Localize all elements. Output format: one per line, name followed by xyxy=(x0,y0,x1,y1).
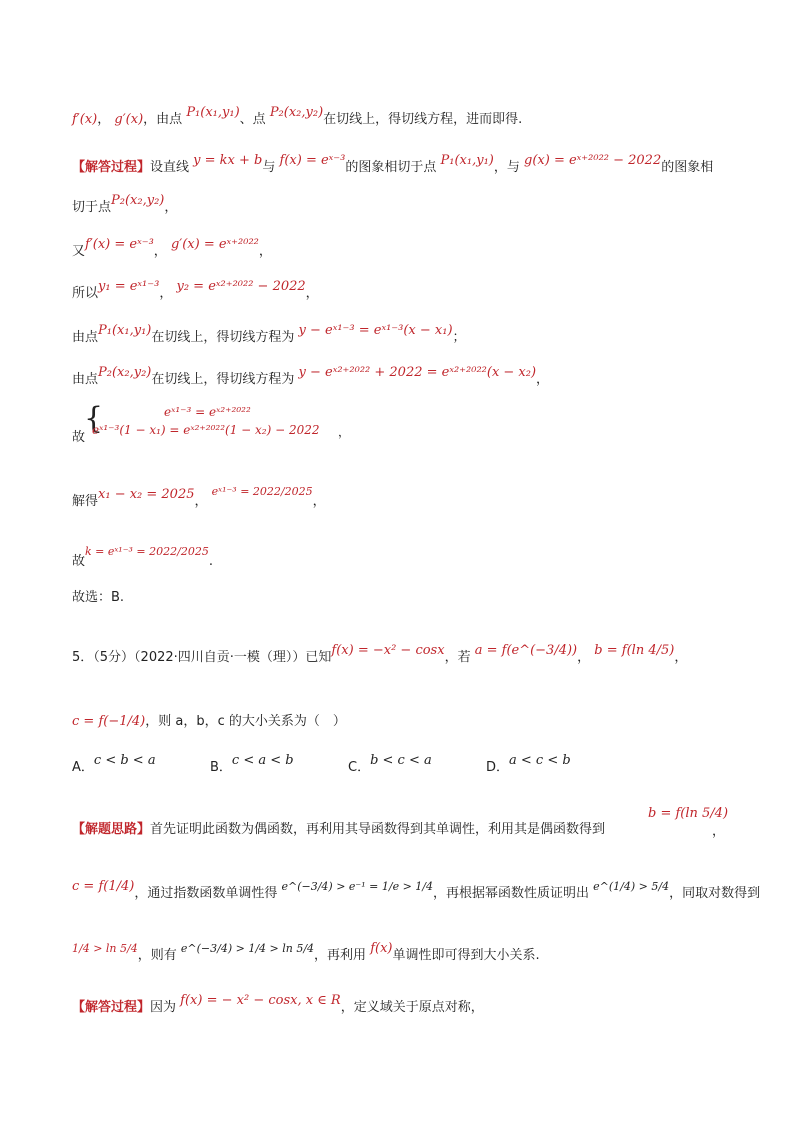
option-expr: b < c < a xyxy=(370,753,432,768)
math: k = eˣ¹⁻³ = 2022/2025 xyxy=(85,545,209,558)
math: f′(x) = eˣ⁻³ xyxy=(85,237,154,252)
text: ，再根据幂函数性质证明出 xyxy=(433,886,590,901)
text: 、点 xyxy=(239,112,266,127)
math: P₁(x₁,y₁) xyxy=(98,323,152,338)
text-line xyxy=(72,712,346,732)
text: 在切线上，得切线方程，进而即得. xyxy=(323,112,523,127)
text-line xyxy=(72,993,484,1018)
text: 因为 xyxy=(150,1000,177,1015)
math: c = f(−1/4) xyxy=(72,714,146,729)
text: 解得 xyxy=(72,494,99,509)
equation-row: eˣ¹⁻³ = eˣ²⁺²⁰²² xyxy=(164,405,251,419)
text-line xyxy=(72,105,523,130)
question-text: 5．（5分）（2022·四川自贡·一模（理））已知 xyxy=(72,650,332,665)
text: 的图象相 xyxy=(661,160,714,175)
text: 单调性即可得到大小关系. xyxy=(392,948,540,963)
text: ，由点 xyxy=(143,112,183,127)
text-line xyxy=(72,941,540,966)
text-line xyxy=(72,237,272,262)
brace-symbol: { xyxy=(84,401,104,436)
math: 1/4 > ln 5/4 xyxy=(72,942,138,955)
text: ，则有 xyxy=(137,948,177,963)
text: ，同取对数得到 xyxy=(669,886,761,901)
math: g′(x) = eˣ⁺²⁰²² xyxy=(170,237,259,252)
text: ，定义域关于原点对称， xyxy=(340,1000,484,1015)
text: ， xyxy=(159,286,173,301)
math: f(x) = eˣ⁻³ xyxy=(279,153,346,168)
math: e^(1/4) > 5/4 xyxy=(593,880,670,893)
math: y − eˣ²⁺²⁰²² + 2022 = eˣ²⁺²⁰²²(x − x₂) xyxy=(298,365,537,380)
text: 的图象相切于点 xyxy=(345,160,437,175)
math: c = f(1/4) xyxy=(72,879,135,894)
math: y₁ = eˣ¹⁻³ xyxy=(98,279,160,294)
math: P₂(x₂,y₂) xyxy=(269,105,324,120)
text: 所以 xyxy=(72,286,99,301)
text: 在切线上，得切线方程为 xyxy=(151,330,295,345)
math: f′(x) xyxy=(72,112,98,127)
math: P₂(x₂,y₂) xyxy=(111,193,165,208)
text: ， xyxy=(305,286,319,301)
text: 设直线 xyxy=(150,160,190,175)
math: a = f(e^(−3/4)) xyxy=(474,643,578,658)
math: y = kx + b xyxy=(193,153,263,168)
math: g′(x) xyxy=(114,112,144,127)
text: ，通过指数函数单调性得 xyxy=(134,886,278,901)
math: b = f(ln 4/5) xyxy=(594,643,675,658)
text-line xyxy=(72,545,213,572)
option-letter: D． xyxy=(486,760,510,775)
option-expr: a < c < b xyxy=(509,753,571,768)
text-line xyxy=(72,365,550,390)
text: 故 xyxy=(72,430,86,445)
text: 首先证明此函数为偶函数，再利用其导函数得到其单调性，利用其是偶函数得到 xyxy=(150,822,606,837)
option-expr: c < a < b xyxy=(231,753,294,768)
text: ， xyxy=(338,425,351,439)
text: ， xyxy=(194,494,208,509)
math: eˣ¹⁻³ = 2022/2025 xyxy=(211,485,313,498)
math: y − eˣ¹⁻³ = eˣ¹⁻³(x − x₁) xyxy=(298,323,453,338)
text-line xyxy=(72,279,319,304)
text-line xyxy=(72,193,178,218)
text: ， xyxy=(536,372,550,387)
text: ， xyxy=(674,650,688,665)
section-label: 【解答过程】 xyxy=(72,160,151,175)
math: e^(−3/4) > e⁻¹ = 1/e > 1/4 xyxy=(281,880,433,893)
option-a[interactable] xyxy=(72,753,156,778)
option-c[interactable] xyxy=(348,753,432,778)
question-5 xyxy=(72,643,688,668)
text: ，则 a，b，c 的大小关系为（ ） xyxy=(145,714,346,729)
text-line xyxy=(72,153,714,178)
section-label: 【解题思路】 xyxy=(72,822,151,837)
text: 在切线上，得切线方程为 xyxy=(151,372,295,387)
text: ，若 xyxy=(444,650,471,665)
text-line xyxy=(72,323,466,348)
math: f(x) = − x² − cosx, x ∈ R xyxy=(180,993,341,1008)
text: ， xyxy=(153,244,167,259)
math: f(x) = −x² − cosx xyxy=(331,643,445,658)
text: ，与 xyxy=(493,160,520,175)
option-letter: A． xyxy=(72,760,94,775)
text: ，再利用 xyxy=(314,948,367,963)
text: ， xyxy=(164,200,178,215)
text: ， xyxy=(312,494,326,509)
text: ， xyxy=(258,244,272,259)
text: ， xyxy=(577,650,591,665)
option-letter: C． xyxy=(348,760,371,775)
text-line xyxy=(72,820,605,840)
math: P₁(x₁,y₁) xyxy=(440,153,494,168)
text-line xyxy=(72,879,761,904)
option-d[interactable] xyxy=(486,753,571,778)
math: e^(−3/4) > 1/4 > ln 5/4 xyxy=(180,942,315,955)
text-line xyxy=(72,485,326,512)
math: f(x) xyxy=(370,941,393,956)
option-b[interactable] xyxy=(210,753,294,778)
option-letter: B． xyxy=(210,760,232,775)
text: . xyxy=(208,554,213,569)
text: ， xyxy=(97,112,111,127)
answer: 故选：B. xyxy=(72,590,125,605)
math: b = f(ln 5/4) xyxy=(648,806,729,821)
math: y₂ = eˣ²⁺²⁰²² − 2022 xyxy=(176,279,306,294)
text: ； xyxy=(452,330,466,345)
equation-row: eˣ¹⁻³(1 − x₁) = eˣ²⁺²⁰²²(1 − x₂) − 2022 xyxy=(92,423,320,437)
math: P₁(x₁,y₁) xyxy=(186,105,240,120)
text-line xyxy=(72,588,124,608)
text: 又 xyxy=(72,244,86,259)
option-expr: c < b < a xyxy=(93,753,156,768)
text: 与 xyxy=(262,160,276,175)
text: ， xyxy=(712,824,726,839)
math: g(x) = eˣ⁺²⁰²² − 2022 xyxy=(524,153,662,168)
math: x₁ − x₂ = 2025 xyxy=(98,487,195,502)
text: 由点 xyxy=(72,372,99,387)
section-label: 【解答过程】 xyxy=(72,1000,151,1015)
text: 切于点 xyxy=(72,200,112,215)
math: P₂(x₂,y₂) xyxy=(98,365,152,380)
text: 故 xyxy=(72,554,86,569)
text: 由点 xyxy=(72,330,99,345)
